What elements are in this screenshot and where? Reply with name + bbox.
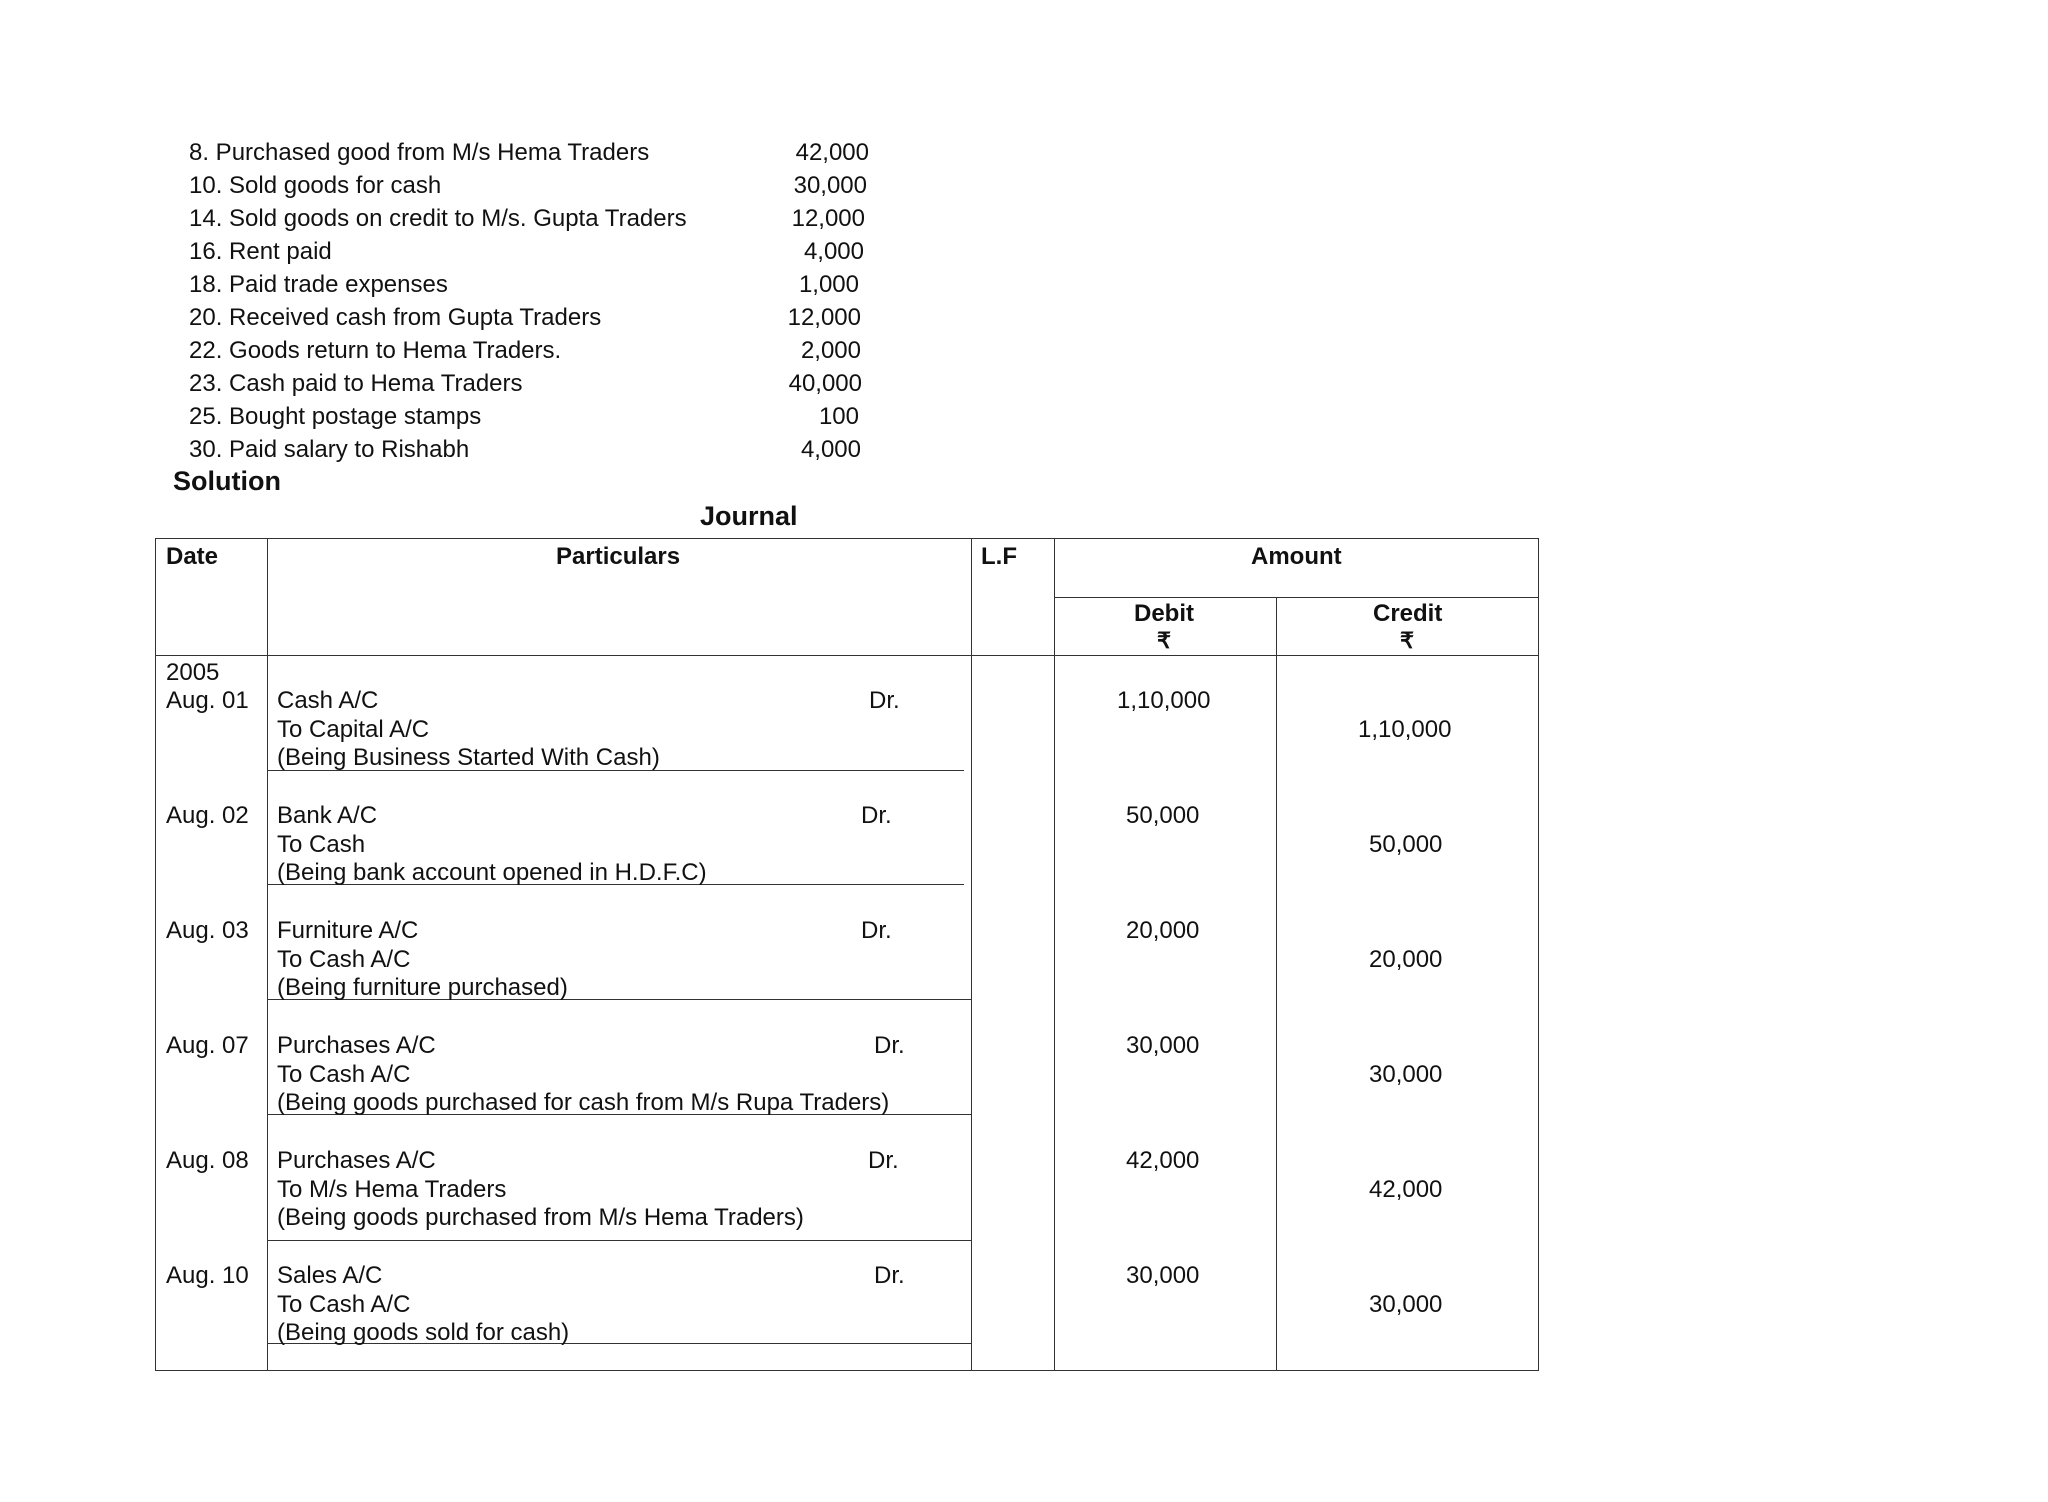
entry-dr-marker: Dr. xyxy=(868,1147,899,1174)
entry-credit-account: To Cash A/C xyxy=(277,946,411,973)
entry-credit-amount: 30,000 xyxy=(1369,1061,1443,1088)
transaction-row xyxy=(189,136,909,169)
entry-debit-amount: 50,000 xyxy=(1126,802,1200,829)
transaction-amount: 30,000 xyxy=(793,172,867,199)
transaction-amount: 4,000 xyxy=(800,436,861,463)
entry-date: Aug. 02 xyxy=(166,802,249,829)
entry-credit-amount: 30,000 xyxy=(1369,1291,1443,1318)
entry-debit-account: Cash A/C xyxy=(277,687,379,714)
transaction-amount: 100 xyxy=(818,403,859,430)
column-divider xyxy=(1054,539,1055,1370)
amount-subheader-rule xyxy=(1054,597,1538,598)
transaction-description: 25. Bought postage stamps xyxy=(189,403,482,430)
entry-separator xyxy=(267,1240,971,1241)
header-bottom-rule xyxy=(156,655,1538,656)
transaction-amount: 4,000 xyxy=(803,238,864,265)
header-debit: Debit xyxy=(1134,600,1194,627)
entry-dr-marker: Dr. xyxy=(874,1032,905,1059)
entry-debit-account: Sales A/C xyxy=(277,1262,383,1289)
entry-credit-account: To Cash xyxy=(277,831,366,858)
entry-credit-amount: 42,000 xyxy=(1369,1176,1443,1203)
entry-debit-account: Purchases A/C xyxy=(277,1032,436,1059)
transaction-row xyxy=(189,400,909,433)
transaction-row xyxy=(189,169,909,202)
transaction-amount: 40,000 xyxy=(788,370,862,397)
transaction-amount: 1,000 xyxy=(798,271,859,298)
entry-dr-marker: Dr. xyxy=(874,1262,905,1289)
transaction-amount: 12,000 xyxy=(791,205,865,232)
column-divider xyxy=(267,539,268,1370)
header-credit: Credit xyxy=(1373,600,1443,627)
transaction-row xyxy=(189,268,909,301)
entry-debit-amount: 30,000 xyxy=(1126,1262,1200,1289)
entry-debit-amount: 20,000 xyxy=(1126,917,1200,944)
transaction-description: 22. Goods return to Hema Traders. xyxy=(189,337,562,364)
entry-debit-amount: 1,10,000 xyxy=(1117,687,1211,714)
transaction-description: 18. Paid trade expenses xyxy=(189,271,448,298)
transaction-description: 30. Paid salary to Rishabh xyxy=(189,436,470,463)
entry-credit-account: To M/s Hema Traders xyxy=(277,1176,507,1203)
transaction-description: 16. Rent paid xyxy=(189,238,332,265)
entry-debit-account: Purchases A/C xyxy=(277,1147,436,1174)
entry-narration: (Being furniture purchased) xyxy=(277,974,568,1001)
transaction-list xyxy=(189,136,909,466)
solution-heading: Solution xyxy=(173,466,281,496)
entry-date: Aug. 01 xyxy=(166,687,249,714)
rupee-symbol: ₹ xyxy=(1400,628,1414,653)
transaction-row xyxy=(189,235,909,268)
transaction-description: 20. Received cash from Gupta Traders xyxy=(189,304,602,331)
entry-credit-account: To Capital A/C xyxy=(277,716,430,743)
header-amount: Amount xyxy=(1251,543,1342,570)
entry-credit-account: To Cash A/C xyxy=(277,1061,411,1088)
entry-credit-amount: 20,000 xyxy=(1369,946,1443,973)
entry-narration: (Being goods sold for cash) xyxy=(277,1319,570,1346)
entry-narration: (Being goods purchased for cash from M/s Rupa Traders) xyxy=(277,1089,890,1116)
column-divider xyxy=(971,539,972,1370)
journal-year: 2005 xyxy=(166,659,220,686)
transaction-description: 23. Cash paid to Hema Traders xyxy=(189,370,523,397)
journal-title: Journal xyxy=(700,501,798,531)
transaction-row xyxy=(189,367,909,400)
transaction-description: 14. Sold goods on credit to M/s. Gupta Traders xyxy=(189,205,687,232)
entry-narration: (Being goods purchased from M/s Hema Traders) xyxy=(277,1204,804,1231)
entry-credit-amount: 50,000 xyxy=(1369,831,1443,858)
header-date: Date xyxy=(166,543,219,570)
rupee-symbol: ₹ xyxy=(1157,628,1171,653)
header-lf: L.F xyxy=(981,543,1017,570)
column-divider xyxy=(1276,597,1277,1370)
transaction-row xyxy=(189,202,909,235)
entry-debit-account: Bank A/C xyxy=(277,802,378,829)
entry-date: Aug. 03 xyxy=(166,917,249,944)
transaction-amount: 12,000 xyxy=(787,304,861,331)
entry-date: Aug. 07 xyxy=(166,1032,249,1059)
entry-dr-marker: Dr. xyxy=(861,917,892,944)
entry-date: Aug. 10 xyxy=(166,1262,249,1289)
transaction-amount: 2,000 xyxy=(800,337,861,364)
entry-dr-marker: Dr. xyxy=(869,687,900,714)
transaction-row xyxy=(189,334,909,367)
entry-date: Aug. 08 xyxy=(166,1147,249,1174)
entry-dr-marker: Dr. xyxy=(861,802,892,829)
entry-debit-amount: 42,000 xyxy=(1126,1147,1200,1174)
entry-narration: (Being Business Started With Cash) xyxy=(277,744,660,771)
transaction-row xyxy=(189,433,909,466)
transaction-description: 8. Purchased good from M/s Hema Traders xyxy=(189,139,650,166)
journal-table xyxy=(155,538,1539,1371)
entry-narration: (Being bank account opened in H.D.F.C) xyxy=(277,859,707,886)
transaction-description: 10. Sold goods for cash xyxy=(189,172,442,199)
entry-credit-account: To Cash A/C xyxy=(277,1291,411,1318)
entry-credit-amount: 1,10,000 xyxy=(1358,716,1452,743)
entry-debit-amount: 30,000 xyxy=(1126,1032,1200,1059)
entry-debit-account: Furniture A/C xyxy=(277,917,419,944)
transaction-amount: 42,000 xyxy=(795,139,869,166)
transaction-row xyxy=(189,301,909,334)
header-particulars: Particulars xyxy=(556,543,681,570)
